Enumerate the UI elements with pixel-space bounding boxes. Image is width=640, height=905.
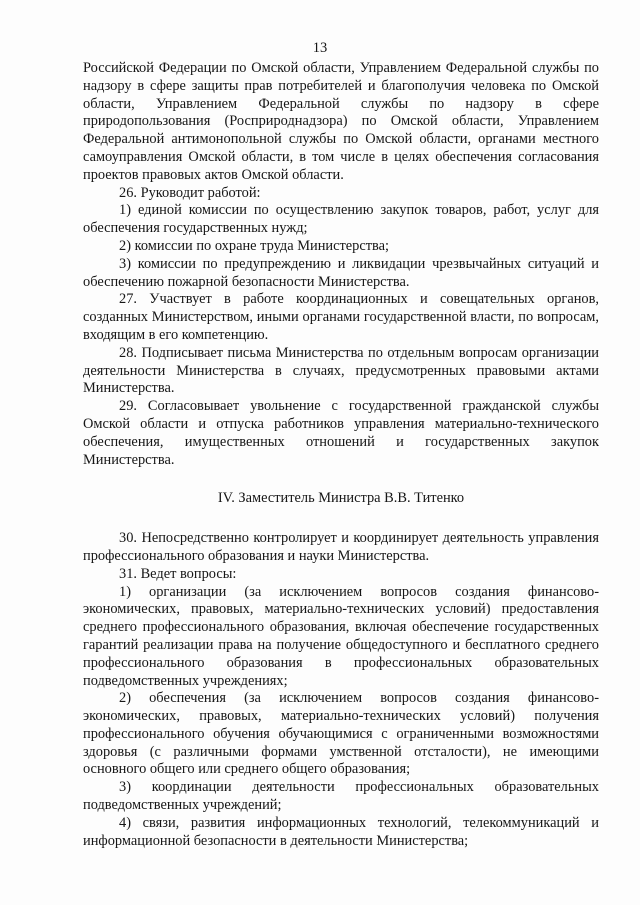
paragraph-item-26-2: 2) комиссии по охране труда Министерства;: [119, 237, 390, 254]
paragraph-item-31-1: 1) организации (за исключением вопросов создания финансово-экономических, правовых, материально-технических условий) предоставления среднего профессионального образования, включая обеспечение государственных гарантий реализации права на получение общедоступного и бесплатного среднего профессионального образования в профессиональных образовательных подведомственных учреждениях;: [83, 583, 599, 689]
paragraph-item-30: 30. Непосредственно контролирует и координирует деятельность управления профессионального образования и науки Министерства.: [83, 530, 599, 564]
paragraph-item-31: 31. Ведет вопросы:: [119, 565, 237, 582]
paragraph-item-26: 26. Руководит работой:: [119, 184, 261, 201]
paragraph-item-28: 28. Подписывает письма Министерства по отдельным вопросам организации деятельности Министерства в случаях, предусмотренных правовыми актами Министерства.: [83, 344, 599, 397]
paragraph-item-31-4: 4) связи, развития информационных технологий, телекоммуникаций и информационной безопасности в деятельности Министерства;: [83, 814, 599, 849]
paragraph-item-26-1: 1) единой комиссии по осуществлению закупок товаров, работ, услуг для обеспечения государственных нужд;: [83, 202, 599, 237]
section-heading: IV. Заместитель Министра В.В. Титенко: [217, 490, 465, 507]
paragraph-continuation: Российской Федерации по Омской области, Управлением Федеральной службы по надзору в сфере защиты прав потребителей и благополучия человека по Омской области, Управлением Федеральной службы по надзору в сфере природопользования (Росприроднадзора) по Омской области, Управлением Федеральной антимонопольной службы по Омской области, органами местного самоуправления Омской области, в том числе в целях обеспечения согласования проектов правовых актов Омской области.: [83, 60, 599, 183]
paragraph-item-27: 27. Участвует в работе координационных и совещательных органов, созданных Министерством, иными органами государственной власти, по вопросам, входящим в его компетенцию.: [83, 291, 599, 343]
paragraph-item-31-2: 2) обеспечения (за исключением вопросов создания финансово-экономических, правовых, материально-технических условий) получения профессионального обучения обучающимися с ограниченными возможностями здоровья (с различными формами умственной отсталости), не имеющими основного общего или среднего общего образования;: [83, 690, 599, 778]
paragraph-item-26-3: 3) комиссии по предупреждению и ликвидации чрезвычайных ситуаций и обеспечению пожарной безопасности Министерства.: [83, 255, 599, 290]
document-body: [83, 60, 599, 850]
paragraph-item-31-3: 3) координации деятельности профессиональных образовательных подведомственных учреждений;: [83, 779, 599, 814]
page-number: 13: [312, 40, 328, 56]
paragraph-item-29: 29. Согласовывает увольнение с государственной гражданской службы Омской области и отпуска работников управления материально-технического обеспечения, имущественных отношений и государственных закупок Министерства.: [83, 398, 599, 468]
